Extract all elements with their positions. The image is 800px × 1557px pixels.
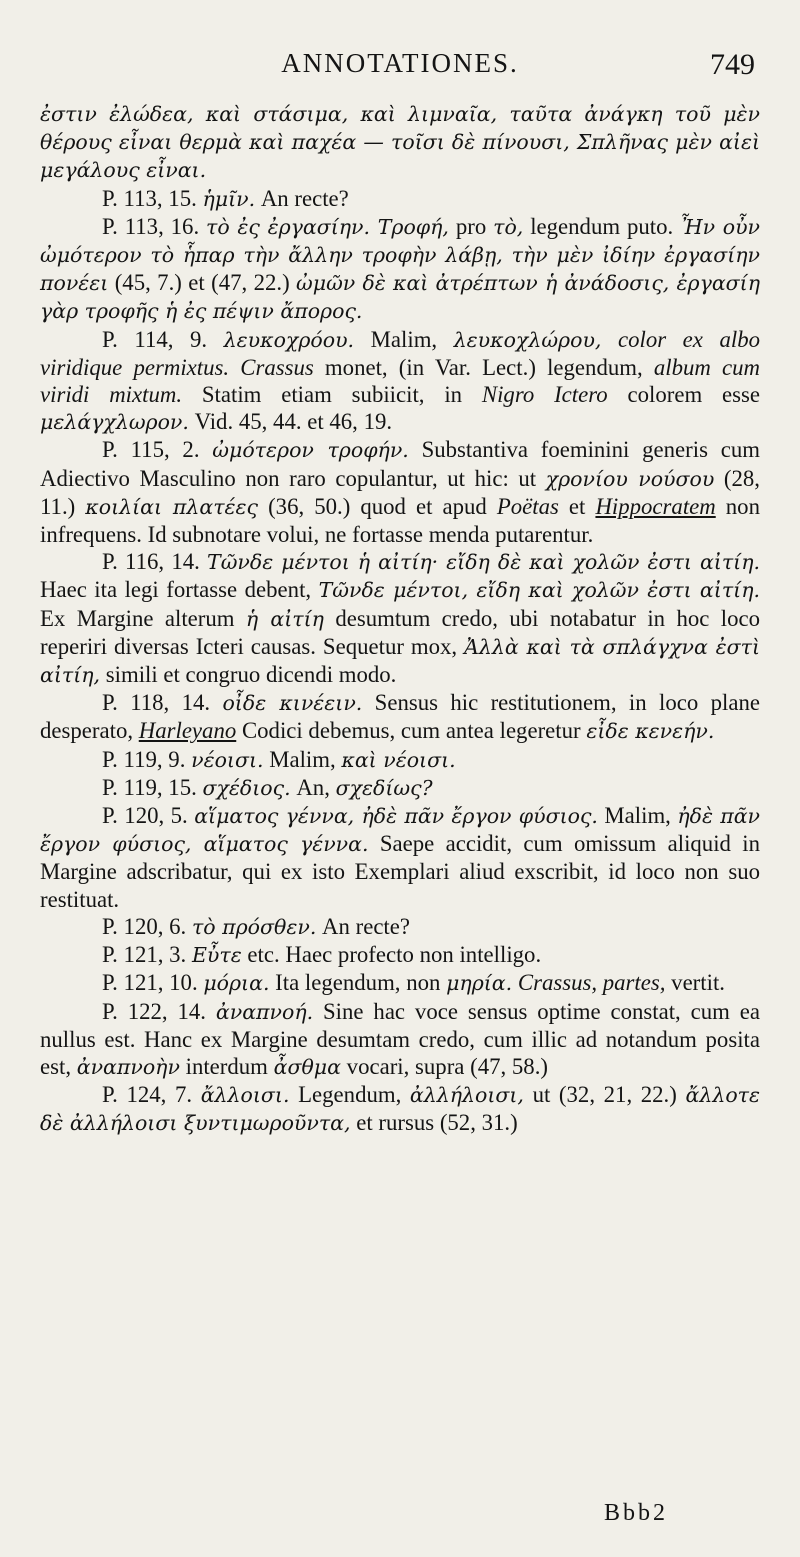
note-text: et bbox=[558, 493, 596, 519]
note-text: Malim, bbox=[354, 326, 454, 352]
greek-lemma: οἶδε κινέειν. bbox=[222, 691, 363, 716]
note-ref: P. 113, 15. bbox=[102, 185, 203, 211]
note-text: vocari, supra (47, 58.) bbox=[340, 1053, 548, 1079]
greek-lemma: τὸ πρόσθεν. bbox=[191, 914, 317, 939]
greek-text: μελάγχλωρον. bbox=[40, 410, 189, 435]
page-number: 749 bbox=[710, 48, 755, 81]
note-text: vertit. bbox=[665, 970, 725, 996]
note-p120-6 bbox=[40, 913, 760, 941]
greek-text: κοιλίαι πλατέες bbox=[85, 494, 259, 519]
note-p119-15 bbox=[40, 774, 760, 802]
note-ref: P. 120, 6. bbox=[102, 913, 192, 939]
note-text: Ita legendum, non bbox=[269, 970, 447, 996]
note-p120-5 bbox=[40, 802, 760, 913]
note-p121-10 bbox=[40, 969, 760, 997]
note-text: Substantiva foeminini generis cum Adiectivo Masculino non raro copulantur, ut hic: ut bbox=[40, 437, 760, 491]
greek-lemma: ἡμῖν. bbox=[202, 186, 256, 211]
note-text bbox=[229, 355, 240, 380]
note-text: Haec ita legi fortasse debent, bbox=[40, 577, 319, 603]
paragraph-continuation bbox=[40, 100, 760, 185]
note-p118-14 bbox=[40, 689, 760, 745]
note-text: Statim etiam subiicit, in bbox=[182, 382, 482, 408]
note-ref: P. 114, 9. bbox=[102, 326, 224, 352]
greek-lemma: ὠμότερον τροφήν. bbox=[212, 438, 409, 463]
greek-text: σχεδίως? bbox=[335, 775, 433, 800]
running-head: ANNOTATIONES. bbox=[281, 48, 519, 78]
note-text: simili et congruo dicendi modo. bbox=[100, 662, 397, 688]
note-ref: P. 121, 10. bbox=[102, 970, 204, 996]
note-text: Malim, bbox=[597, 803, 678, 829]
greek-lemma: αἵματος γέννα, ἠδὲ πᾶν ἔργον φύσιος. bbox=[194, 804, 598, 829]
codex-name: Harleyano bbox=[138, 718, 237, 744]
note-p113-15 bbox=[40, 185, 760, 213]
greek-text: καὶ νέοισι. bbox=[341, 747, 456, 772]
note-text: Sine hac voce sensus optime constat, cum ea nullus est. Hanc ex Margine desumtam credo, cum illic ad notandum posita est, bbox=[40, 998, 760, 1079]
author-name: Crassus bbox=[240, 354, 314, 380]
annotations-body bbox=[40, 100, 760, 1138]
greek-lemma: Τῶνδε μέντοι ἡ αἰτίη· εἴδη δὲ καὶ χολῶν ἐστι αἰτίη. bbox=[207, 550, 760, 575]
greek-text: ἡ αἰτίη bbox=[245, 606, 324, 631]
greek-lemma: ἀναπνοή. bbox=[215, 999, 314, 1024]
greek-quote: Ἦν οὖν ὠμότερον τὸ ἧπαρ τὴν ἄλλην τροφὴν λάβῃ, τὴν μὲν ἰδίην ἐργασίην πονέει bbox=[40, 214, 761, 296]
note-text: An recte? bbox=[255, 185, 349, 211]
note-text: Saepe accidit, cum omissum aliquid in Margine adscribatur, qui ex isto Exemplari aliud exscribit, id loco non suo restituat. bbox=[40, 831, 760, 912]
note-text: non infrequens. Id subnotare volui, ne fortasse menda putarentur. bbox=[40, 493, 760, 548]
greek-quote: ἄλλοτε δὲ ἀλλήλοισι ξυντιμωροῦντα, bbox=[40, 1083, 760, 1136]
greek-quote: Ἀλλὰ καὶ τὰ σπλάγχνα ἐστὶ αἰτίη, bbox=[40, 634, 760, 688]
signature-mark: Bbb2 bbox=[603, 1500, 668, 1526]
greek-quote: ὠμῶν δὲ καὶ ἀτρέπτων ἡ ἀνάδοσις, ἐργασίη γὰρ τροφῆς ἡ ἐς πέψιν ἄπορος. bbox=[40, 271, 760, 324]
author-name: Hippocratem bbox=[595, 493, 716, 519]
note-text: (28, 11.) bbox=[40, 465, 760, 519]
note-text: legendum puto. bbox=[523, 213, 681, 239]
note-ref: P. 121, 3. bbox=[102, 942, 192, 968]
note-text: monet, (in Var. Lect.) legendum, bbox=[313, 354, 654, 380]
note-ref: P. 124, 7. bbox=[102, 1082, 201, 1108]
greek-lemma: λευκοχρόου. bbox=[223, 327, 355, 352]
note-text: (36, 50.) quod et apud bbox=[258, 493, 497, 519]
greek-text: Τῶνδε μέντοι, εἴδη καὶ χολῶν ἐστι αἰτίη. bbox=[318, 578, 760, 603]
note-p116-14 bbox=[40, 548, 760, 689]
note-p122-14 bbox=[40, 998, 760, 1082]
note-text: Legendum, bbox=[289, 1082, 410, 1108]
page-header bbox=[0, 48, 800, 88]
latin-gloss: Crassus, partes, bbox=[517, 970, 666, 996]
note-text: desumtum credo, ubi notabatur in hoc loco reperiri diversas Icteri causas. Sequetur mox, bbox=[40, 605, 760, 659]
note-ref: P. 118, 14. bbox=[102, 690, 223, 716]
latin-gloss: album cum viridi mixtum. bbox=[40, 354, 761, 408]
note-p124-7 bbox=[40, 1081, 760, 1137]
greek-lemma: Εὖτε bbox=[191, 943, 242, 968]
latin-gloss: Nigro Ictero bbox=[481, 382, 608, 408]
note-text: Codici debemus, cum antea legeretur bbox=[236, 718, 587, 744]
greek-text: εἶδε κενεήν. bbox=[586, 719, 715, 744]
note-text: An recte? bbox=[316, 913, 411, 939]
note-ref: P. 122, 14. bbox=[102, 998, 216, 1024]
note-text: Malim, bbox=[263, 746, 342, 772]
latin-gloss: Poëtas bbox=[496, 493, 559, 519]
note-ref: P. 119, 9. bbox=[102, 746, 192, 772]
greek-lemma: ἄλλοισι. bbox=[200, 1083, 290, 1108]
note-text: (45, 7.) et (47, 22.) bbox=[108, 270, 297, 296]
greek-text: ἠδὲ πᾶν ἔργον φύσιος, αἵματος γέννα. bbox=[40, 804, 761, 857]
note-text: colorem esse bbox=[607, 382, 760, 408]
note-ref: P. 119, 15. bbox=[102, 774, 203, 800]
note-p115-2 bbox=[40, 436, 760, 548]
note-text: Vid. 45, 44. et 46, 19. bbox=[188, 409, 393, 435]
note-p113-16 bbox=[40, 213, 760, 326]
note-text: Sensus hic restitutionem, in loco plane desperato, bbox=[40, 690, 760, 744]
greek-text: ἀλλήλοισι, bbox=[409, 1083, 524, 1108]
greek-text: ἐστιν ἐλώδεα, καὶ στάσιμα, καὶ λιμναῖα, ταῦτα ἀνάγκη τοῦ μὲν θέρους εἶναι θερμὰ καὶ παχέα — τοῖσι δὲ πίνουσι, Σπλῆνας μὲν αἰεὶ μεγάλους εἶναι. bbox=[40, 102, 760, 183]
greek-text: ἀναπνοὴν bbox=[76, 1054, 180, 1079]
note-ref: P. 113, 16. bbox=[102, 213, 207, 239]
note-text: Ex Margine alterum bbox=[40, 605, 246, 631]
note-p121-3 bbox=[40, 941, 760, 969]
note-text: pro bbox=[448, 213, 494, 239]
greek-text: τὸ, bbox=[493, 214, 524, 239]
latin-gloss: color ex albo viridique permixtus. bbox=[40, 326, 760, 380]
note-ref: P. 115, 2. bbox=[102, 437, 213, 463]
note-text: etc. Haec profecto non intelligo. bbox=[241, 942, 542, 968]
greek-text: ἆσθμα bbox=[273, 1054, 341, 1079]
greek-lemma: μόρια. bbox=[203, 971, 270, 996]
greek-lemma: νέοισι. bbox=[191, 747, 264, 772]
note-p119-9 bbox=[40, 746, 760, 774]
note-text: ut (32, 21, 22.) bbox=[523, 1082, 686, 1108]
note-ref: P. 120, 5. bbox=[102, 803, 195, 829]
greek-text: χρονίου νούσου bbox=[545, 466, 715, 491]
greek-lemma: σχέδιος. bbox=[202, 775, 291, 800]
greek-lemma: τὸ ἐς ἐργασίην. Τροφή, bbox=[206, 214, 449, 239]
note-ref: P. 116, 14. bbox=[102, 549, 208, 575]
greek-text: λευκοχλώρου, bbox=[453, 327, 602, 352]
greek-text: μηρία. bbox=[446, 971, 513, 996]
note-text: et rursus (52, 31.) bbox=[350, 1110, 518, 1136]
note-p114-9 bbox=[40, 326, 760, 437]
note-text: interdum bbox=[179, 1053, 274, 1079]
note-text: An, bbox=[290, 774, 336, 800]
